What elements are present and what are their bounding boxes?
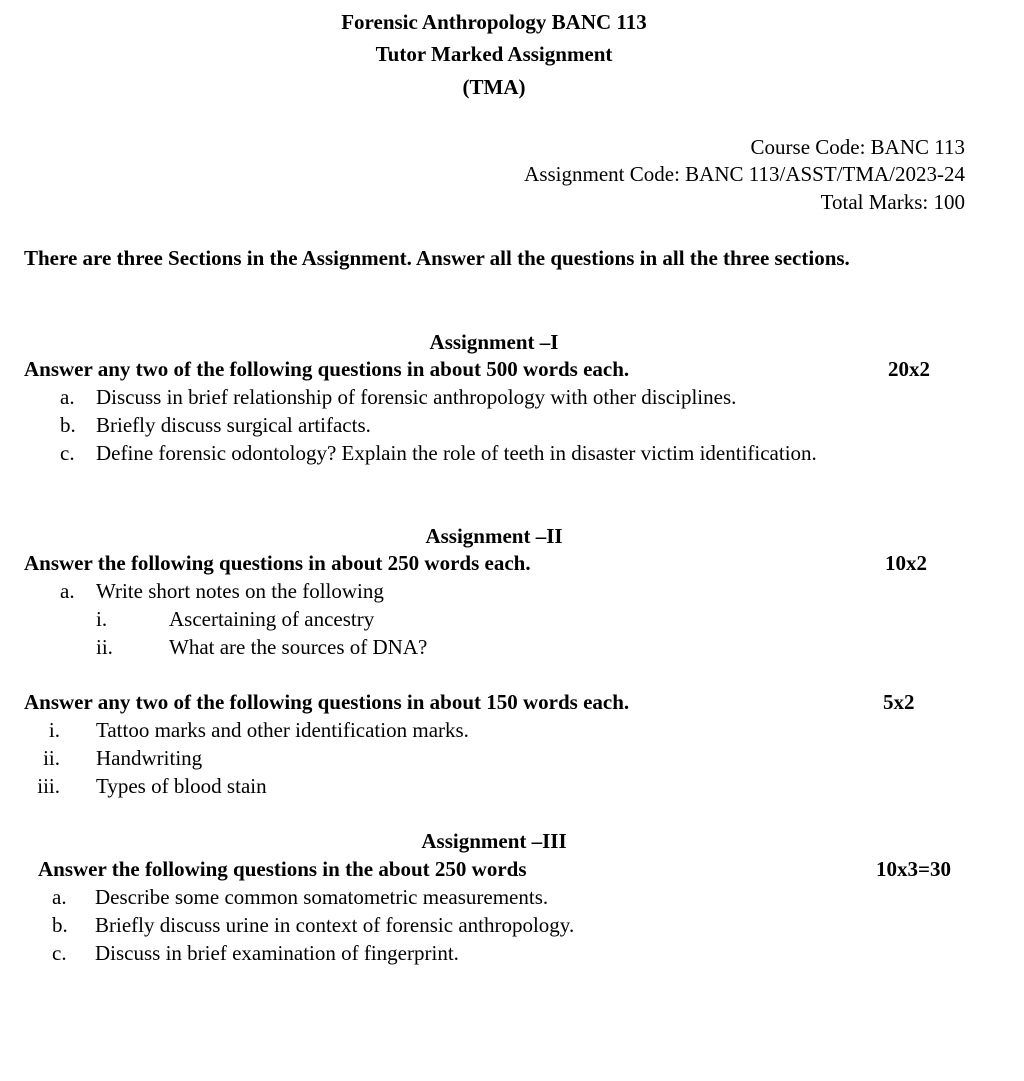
question-text: Describe some common somatometric measurements. (95, 885, 549, 909)
question-label: b. (52, 913, 68, 937)
subquestion-label: i. (96, 607, 108, 631)
general-instructions: There are three Sections in the Assignment. Answer all the questions in all the three sections. (24, 246, 850, 270)
course-code: Course Code: BANC 113 (750, 135, 965, 159)
assignment-2-heading: Assignment –II (425, 524, 563, 548)
assignment-2-instruction-2: Answer any two of the following questions in about 150 words each. (24, 690, 630, 714)
assignment-1-marks: 20x2 (888, 357, 930, 381)
subquestion-text: Ascertaining of ancestry (169, 607, 375, 631)
assignment-3-marks: 10x3=30 (876, 857, 951, 881)
assignment-2-marks-2: 5x2 (883, 690, 915, 714)
question-text: Write short notes on the following (96, 579, 384, 603)
question-text: Discuss in brief examination of fingerprint. (95, 941, 459, 965)
total-marks: Total Marks: 100 (820, 190, 965, 214)
question-label: a. (52, 885, 67, 909)
question-label: c. (60, 441, 75, 465)
assignment-3-instruction: Answer the following questions in the about 250 words (38, 857, 527, 881)
question-text: Briefly discuss urine in context of forensic anthropology. (95, 913, 575, 937)
question-label: iii. (37, 774, 60, 798)
subquestion-text: What are the sources of DNA? (169, 635, 428, 659)
assignment-2-marks: 10x2 (885, 551, 927, 575)
assignment-1-heading: Assignment –I (429, 330, 559, 354)
question-text: Define forensic odontology? Explain the role of teeth in disaster victim identification. (96, 441, 817, 465)
question-text: Briefly discuss surgical artifacts. (96, 413, 371, 437)
assignment-2-instruction: Answer the following questions in about 250 words each. (24, 551, 531, 575)
question-label: c. (52, 941, 67, 965)
question-label: ii. (43, 746, 60, 770)
question-text: Handwriting (96, 746, 203, 770)
question-label: a. (60, 385, 75, 409)
document-abbr: (TMA) (462, 75, 526, 99)
document-title: Forensic Anthropology BANC 113 (341, 10, 647, 34)
question-label: i. (48, 718, 60, 742)
assignment-3-heading: Assignment –III (421, 829, 567, 853)
question-text: Discuss in brief relationship of forensic anthropology with other disciplines. (96, 385, 737, 409)
document-subtitle: Tutor Marked Assignment (375, 42, 613, 66)
subquestion-label: ii. (96, 635, 113, 659)
question-text: Tattoo marks and other identification marks. (96, 718, 469, 742)
question-text: Types of blood stain (96, 774, 267, 798)
question-label: b. (60, 413, 76, 437)
assignment-code: Assignment Code: BANC 113/ASST/TMA/2023-24 (524, 162, 965, 186)
assignment-1-instruction: Answer any two of the following questions in about 500 words each. (24, 357, 630, 381)
question-label: a. (60, 579, 75, 603)
